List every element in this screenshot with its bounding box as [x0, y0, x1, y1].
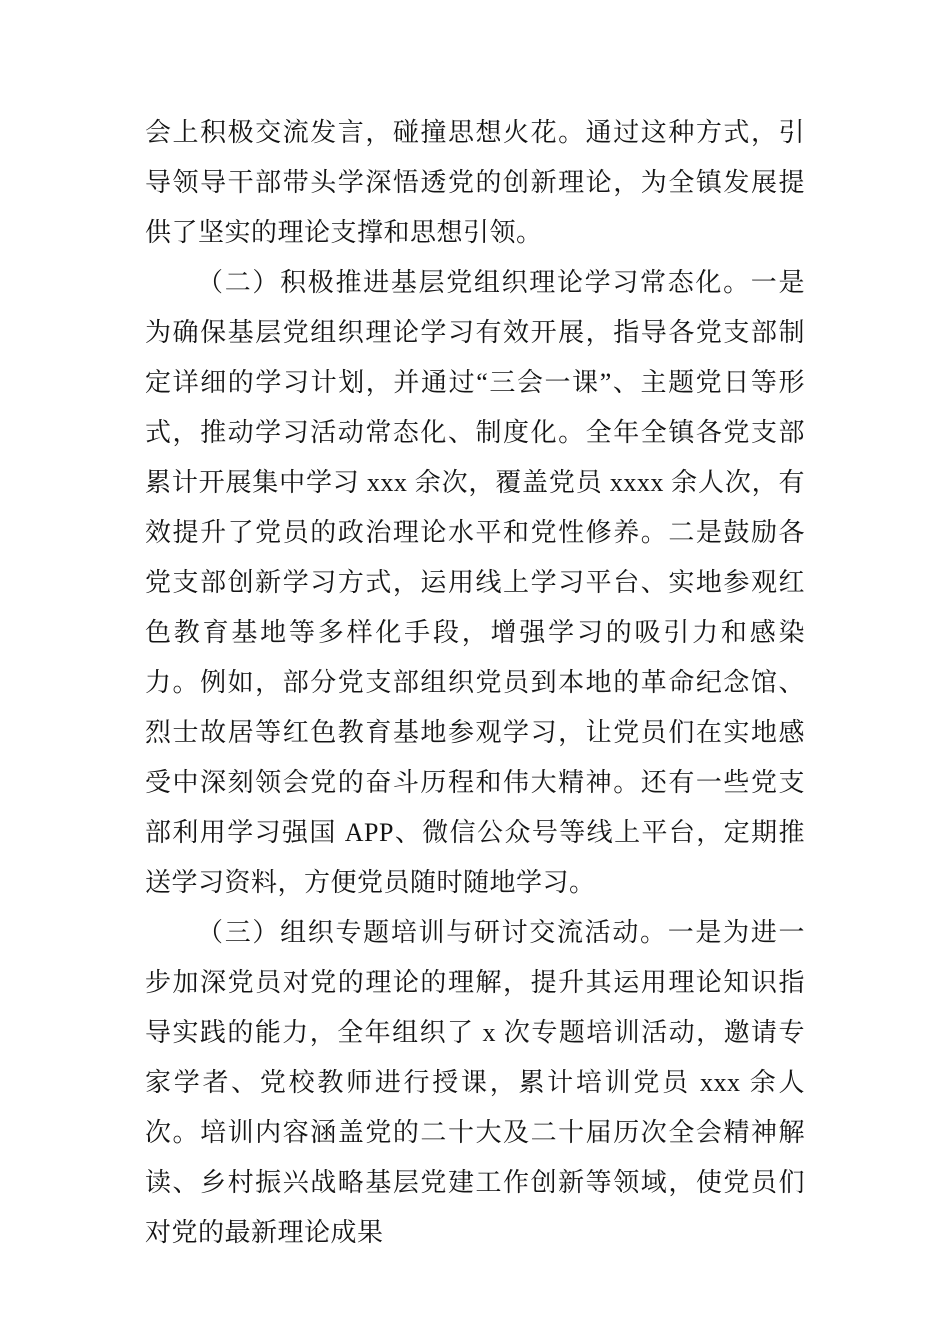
paragraph: （三）组织专题培训与研讨交流活动。一是为进一步加深党员对党的理论的理解，提升其运用理论知识指导实践的能力，全年组织了 x 次专题培训活动，邀请专家学者、党校教师进行授课，累计培训党员 xxx 余人次。培训内容涵盖党的二十大及二十届历次全会精神解读、乡村振兴战略基层党建工作创新等领域，使党员们对党的最新理论成果 [145, 918, 805, 1247]
paragraph: 会上积极交流发言，碰撞思想火花。通过这种方式，引导领导干部带头学深悟透党的创新理论，为全镇发展提供了坚实的理论支撑和思想引领。 [145, 118, 805, 247]
document-body [145, 108, 805, 1258]
paragraph: （二）积极推进基层党组织理论学习常态化。一是为确保基层党组织理论学习有效开展，指导各党支部制定详细的学习计划，并通过“三会一课”、主题党日等形式，推动学习活动常态化、制度化。全年全镇各党支部累计开展集中学习 xxx 余次，覆盖党员 xxxx 余人次，有效提升了党员的政治理论水平和党性修养。二是鼓励各党支部创新学习方式，运用线上学习平台、实地参观红色教育基地等多样化手段，增强学习的吸引力和感染力。例如，部分党支部组织党员到本地的革命纪念馆、烈士故居等红色教育基地参观学习，让党员们在实地感受中深刻领会党的奋斗历程和伟大精神。还有一些党支部利用学习强国 APP、微信公众号等线上平台，定期推送学习资料，方便党员随时随地学习。 [145, 268, 805, 897]
